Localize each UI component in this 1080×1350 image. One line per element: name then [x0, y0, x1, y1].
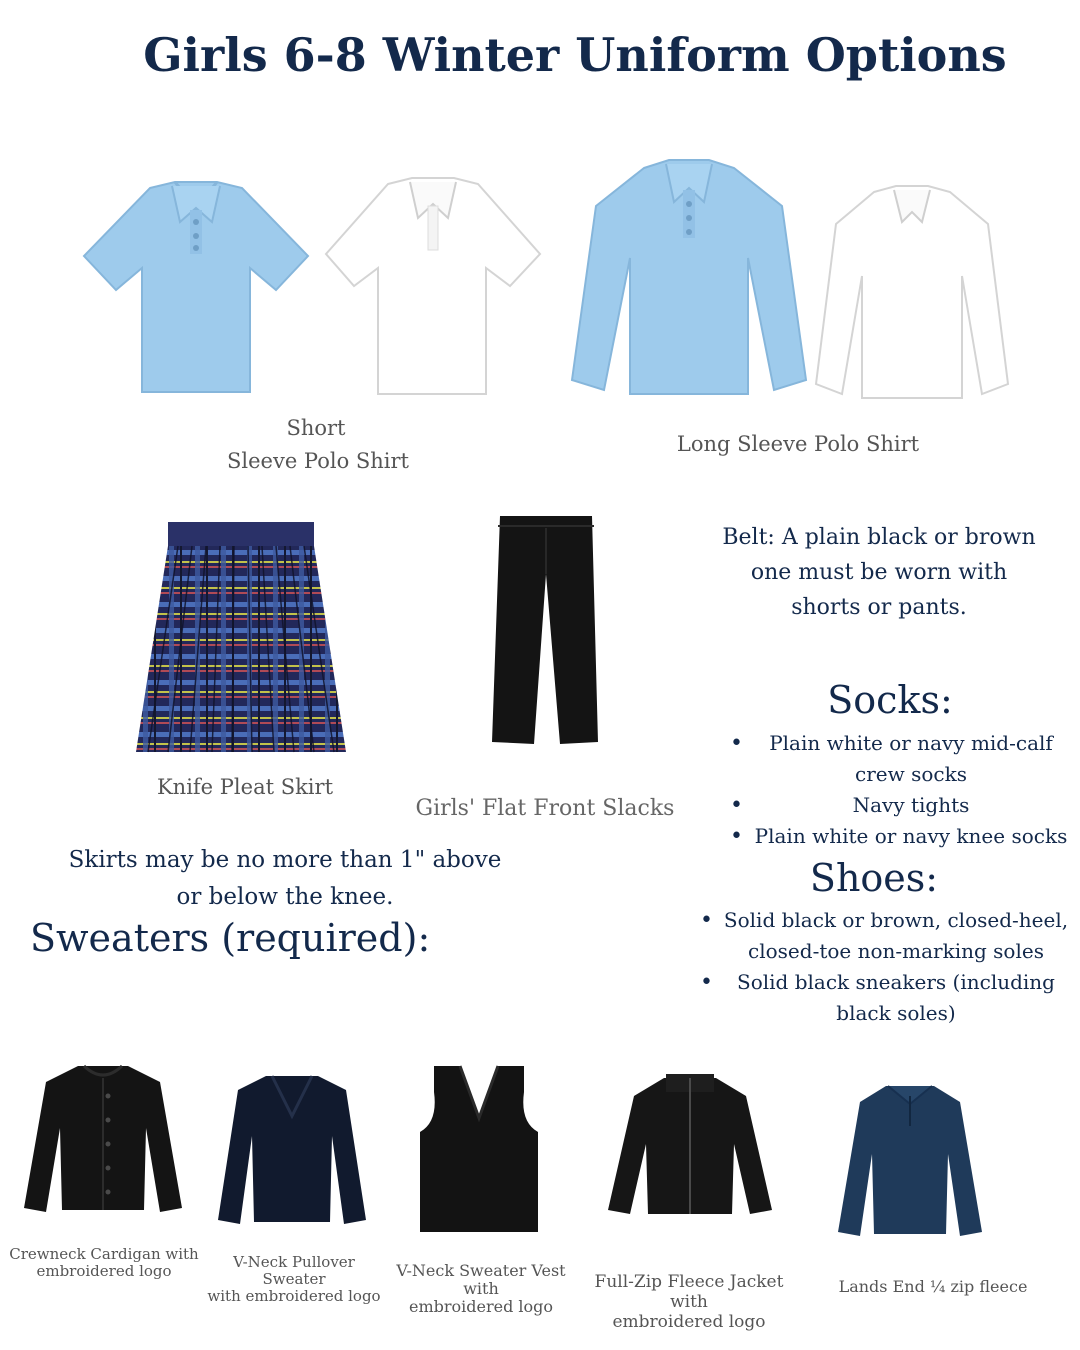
socks-list — [730, 728, 1070, 852]
socks-item-2: Navy tights — [852, 793, 970, 817]
socks-item-3: Plain white or navy knee socks — [754, 824, 1068, 848]
full-zip-fleece-caption — [576, 1272, 802, 1332]
belt-rule-line2: one must be worn with — [750, 560, 1008, 585]
full-zip-fleece-caption-line1: Full-Zip Fleece Jacket with — [594, 1272, 784, 1312]
v-neck-pullover-caption — [202, 1254, 386, 1305]
v-neck-pullover-caption-line1: V-Neck Pullover Sweater — [233, 1253, 355, 1288]
socks-item: • Plain white or navy mid-calf crew socks — [730, 728, 1070, 790]
v-neck-sweater-vest-image — [416, 1062, 542, 1236]
v-neck-vest-caption-line1: V-Neck Sweater Vest with — [396, 1261, 566, 1298]
socks-item: • Plain white or navy knee socks — [730, 821, 1070, 852]
short-sleeve-polo-blue-image — [80, 178, 312, 396]
v-neck-pullover-sweater-image — [214, 1072, 370, 1230]
crewneck-cardigan-image — [20, 1062, 186, 1220]
crewneck-cardigan-caption-line1: Crewneck Cardigan with — [9, 1245, 199, 1263]
slacks-caption: Girls' Flat Front Slacks — [415, 796, 675, 821]
belt-rule-line1: Belt: A plain black or brown — [722, 525, 1036, 550]
crewneck-cardigan-caption — [6, 1246, 202, 1280]
shoes-item-2-line2: black soles) — [836, 1001, 956, 1025]
short-sleeve-caption-line1: Short — [286, 416, 346, 440]
flat-front-slacks-image — [488, 514, 600, 746]
long-sleeve-caption: Long Sleeve Polo Shirt — [676, 432, 920, 456]
shoes-item-2-line1: Solid black sneakers (including — [737, 970, 1055, 994]
socks-item: • Navy tights — [730, 790, 1070, 821]
socks-item-1-line2: crew socks — [855, 762, 967, 786]
skirt-length-rule-line1: Skirts may be no more than 1" above — [68, 847, 502, 873]
shoes-item: • Solid black or brown, closed-heel, closed-toe non-marking soles — [700, 905, 1070, 967]
v-neck-vest-caption-line2: embroidered logo — [408, 1297, 554, 1316]
socks-heading: Socks: — [827, 678, 953, 722]
full-zip-fleece-jacket-image — [604, 1074, 776, 1220]
quarter-zip-fleece-caption: Lands End ¼ zip fleece — [838, 1277, 1028, 1296]
shoes-item-1-line1: Solid black or brown, closed-heel, — [723, 908, 1069, 932]
shoes-list — [700, 905, 1070, 1029]
shoes-heading: Shoes: — [809, 856, 939, 900]
shoes-item: • Solid black sneakers (including black soles) — [700, 967, 1070, 1029]
full-zip-fleece-caption-line2: embroidered logo — [612, 1312, 766, 1332]
long-sleeve-polo-blue-image — [568, 158, 810, 398]
belt-rule — [700, 520, 1058, 625]
crewneck-cardigan-caption-line2: embroidered logo — [36, 1262, 172, 1280]
socks-item-1-line1: Plain white or navy mid-calf — [769, 731, 1053, 755]
belt-rule-line3: shorts or pants. — [791, 595, 967, 620]
page-title: Girls 6-8 Winter Uniform Options — [143, 28, 1007, 82]
skirt-length-rule — [40, 842, 530, 916]
quarter-zip-fleece-image — [834, 1082, 986, 1238]
v-neck-pullover-caption-line2: with embroidered logo — [207, 1287, 381, 1305]
short-sleeve-polo-white-image — [322, 176, 544, 398]
skirt-length-rule-line2: or below the knee. — [176, 884, 394, 910]
shoes-item-1-line2: closed-toe non-marking soles — [748, 939, 1044, 963]
skirt-caption: Knife Pleat Skirt — [156, 775, 334, 799]
sweaters-heading: Sweaters (required): — [30, 916, 431, 960]
short-sleeve-caption-line2: Sleeve Polo Shirt — [227, 449, 409, 473]
v-neck-vest-caption — [384, 1262, 578, 1316]
knife-pleat-skirt-image — [134, 520, 348, 760]
long-sleeve-polo-white-image — [812, 184, 1012, 402]
